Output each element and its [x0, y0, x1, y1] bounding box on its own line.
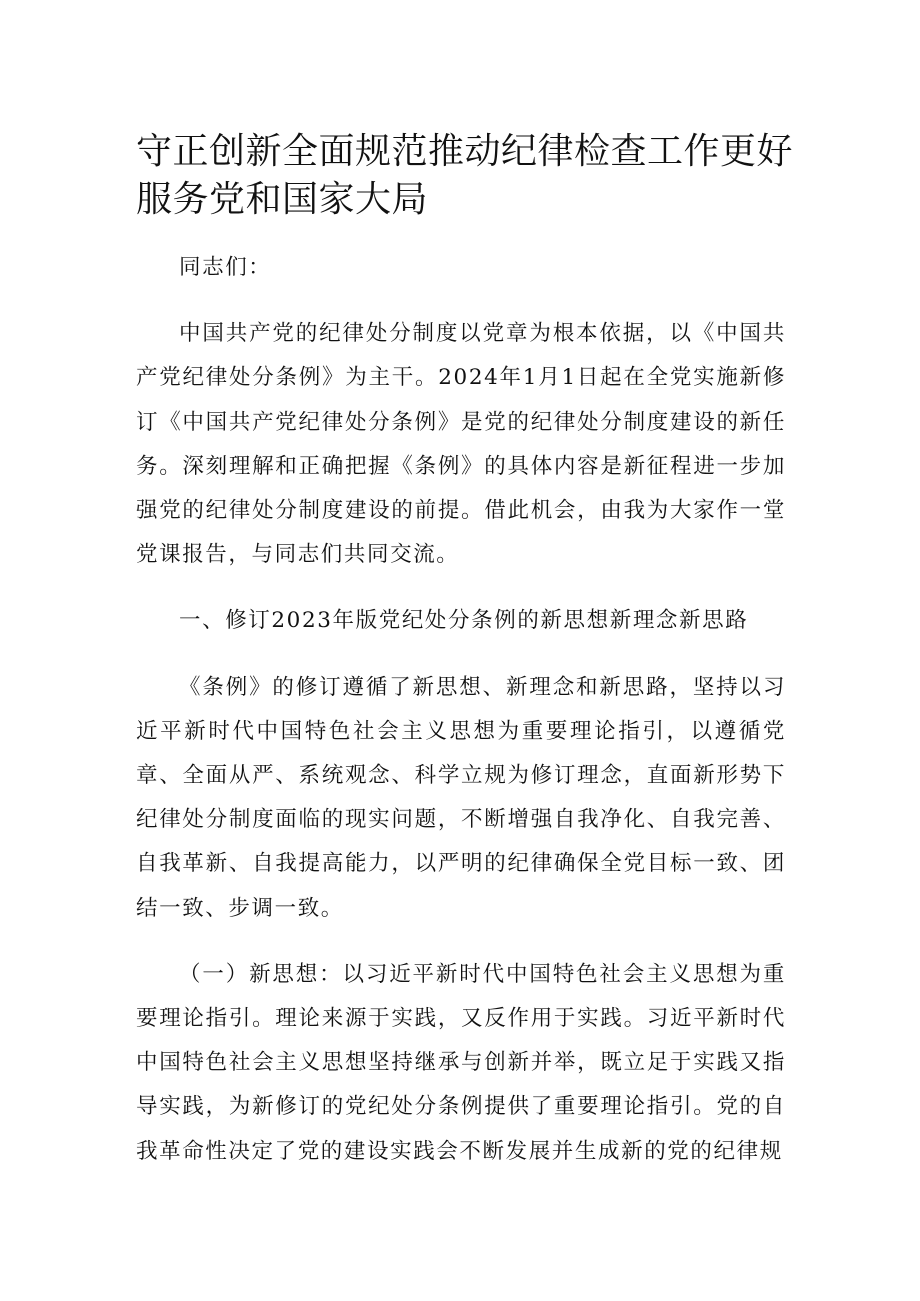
paragraph-subsection-1: （一）新思想：以习近平新时代中国特色社会主义思想为重要理论指引。理论来源于实践，又反作用于实践。习近平新时代中国特色社会主义思想坚持继承与创新并举，既立足于实践又指导实践，为新修订的党纪处分条例提供了重要理论指引。党的自我革命性决定了党的建设实践会不断发展并生成新的党的纪律规 — [136, 961, 786, 1164]
document-title: 守正创新全面规范推动纪律检查工作更好服务党和国家大局 — [136, 131, 794, 220]
paragraph-intro: 中国共产党的纪律处分制度以党章为根本依据，以《中国共产党纪律处分条例》为主干。2024年1月1日起在全党实施新修订《中国共产党纪律处分条例》是党的纪律处分制度建设的新任务。深刻理解和正确把握《条例》的具体内容是新征程进一步加强党的纪律处分制度建设的前提。借此机会，由我为大家作一堂党课报告，与同志们共同交流。 — [136, 321, 786, 568]
section-heading-1: 一、修订2023年版党纪处分条例的新思想新理念新思路 — [179, 608, 749, 634]
salutation: 同志们： — [179, 255, 272, 280]
document-body — [136, 246, 786, 1196]
paragraph-section-1: 《条例》的修订遵循了新思想、新理念和新思路，坚持以习近平新时代中国特色社会主义思想为重要理论指引，以遵循党章、全面从严、系统观念、科学立规为修订理念，直面新形势下纪律处分制度面临的现实问题，不断增强自我净化、自我完善、自我革新、自我提高能力，以严明的纪律确保全党目标一致、团结一致、步调一致。 — [136, 674, 786, 921]
